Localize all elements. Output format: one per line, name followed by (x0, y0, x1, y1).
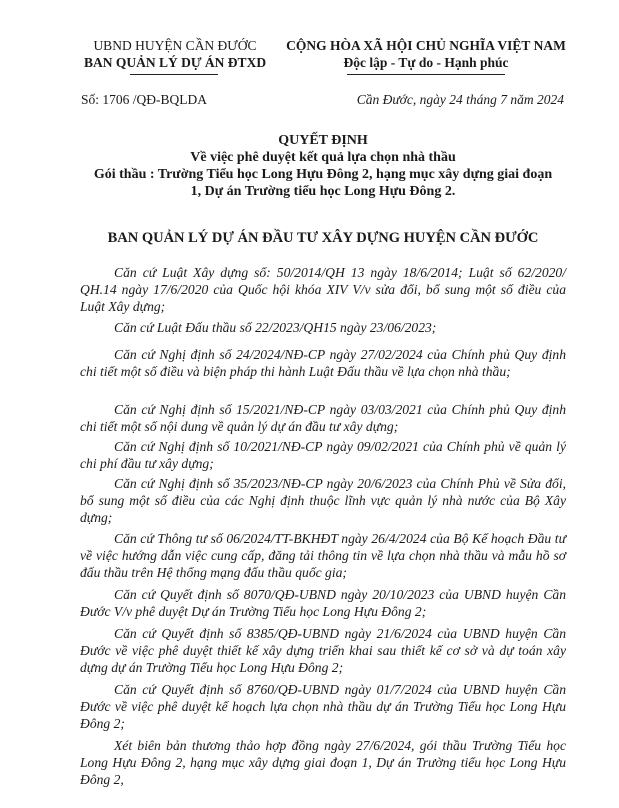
decision-subject-line-2: Gói thầu : Trường Tiểu học Long Hựu Đông 2, hạng mục xây dựng giai đoạn (93, 167, 553, 182)
legal-basis-8: Căn cứ Quyết định số 8070/QĐ-UBND ngày 20/10/2023 của UBND huyện Cần Đước V/v phê duyệt Dự án Trường Tiểu học Long Hựu Đông 2; (80, 587, 566, 619)
legal-basis-9: Căn cứ Quyết định số 8385/QĐ-UBND ngày 21/6/2024 của UBND huyện Cần Đước về việc phê duyệt thiết kế xây dựng triển khai sau thiết kế cơ sở và dự toán xây dựng dự án Trường Tiểu học Long Hựu Đông 2; (80, 626, 566, 675)
consideration-clause: Xét biên bản thương thảo hợp đồng ngày 27/6/2024, gói thầu Trường Tiểu học Long Hựu Đông 2, hạng mục xây dựng giai đoạn 1, Dự án Trường tiểu học Long Hựu Đông 2, (80, 738, 566, 787)
agency-line-2: BAN QUẢN LÝ DỰ ÁN ĐTXD (83, 55, 267, 70)
agency-line-1: UBND HUYỆN CẦN ĐƯỚC (93, 38, 257, 53)
document-number: Số: 1706 /QĐ-BQLDA (81, 92, 208, 107)
legal-basis-6: Căn cứ Nghị định số 35/2023/NĐ-CP ngày 20/6/2023 của Chính Phủ về Sửa đổi, bổ sung một số điều của các Nghị định thuộc lĩnh vực quản lý nhà nước của Bộ Xây dựng; (80, 476, 566, 525)
legal-basis-7: Căn cứ Thông tư số 06/2024/TT-BKHĐT ngày 26/4/2024 của Bộ Kế hoạch Đầu tư về việc hướng dẫn việc cung cấp, đăng tải thông tin về lựa chọn nhà thầu và mẫu hồ sơ đấu thầu trên Hệ thống mạng đấu thầu quốc gia; (80, 531, 566, 580)
place-date: Cần Đước, ngày 24 tháng 7 năm 2024 (356, 92, 564, 107)
decision-subject-line-3: 1, Dự án Trường tiểu học Long Hựu Đông 2. (190, 184, 456, 199)
legal-basis-4: Căn cứ Nghị định số 15/2021/NĐ-CP ngày 03/03/2021 của Chính phủ Quy định chi tiết một số nội dung về quản lý dự án đầu tư xây dựng; (80, 402, 566, 434)
legal-basis-5: Căn cứ Nghị định số 10/2021/NĐ-CP ngày 09/02/2021 của Chính phủ về quản lý chi phí đầu tư xây dựng; (80, 439, 566, 471)
legal-basis-10: Căn cứ Quyết định số 8760/QĐ-UBND ngày 01/7/2024 của UBND huyện Cần Đước về việc phê duyệt kế hoạch lựa chọn nhà thầu dự án Trường Tiểu học Long Hựu Đông 2; (80, 682, 566, 731)
motto-underline (347, 74, 505, 75)
agency-underline (130, 74, 218, 75)
decision-title: QUYẾT ĐỊNH (278, 133, 368, 148)
nation-line-1: CỘNG HÒA XÃ HỘI CHỦ NGHĨA VIỆT NAM (286, 38, 566, 53)
decision-subject-line-1: Về việc phê duyệt kết quả lựa chọn nhà thầu (190, 150, 456, 165)
nation-line-2: Độc lập - Tự do - Hạnh phúc (343, 55, 509, 70)
legal-basis-3: Căn cứ Nghị định số 24/2024/NĐ-CP ngày 27/02/2024 của Chính phủ Quy định chi tiết một số điều và biện pháp thi hành Luật Đấu thầu về lựa chọn nhà thầu; (80, 347, 566, 379)
legal-basis-1: Căn cứ Luật Xây dựng số: 50/2014/QH 13 ngày 18/6/2014; Luật số 62/2020/ QH.14 ngày 17/6/2020 của Quốc hội khóa XIV V/v sửa đổi, bổ sung một số điều của Luật Xây dựng; (80, 265, 566, 314)
issuing-authority: BAN QUẢN LÝ DỰ ÁN ĐẦU TƯ XÂY DỰNG HUYỆN CẦN ĐƯỚC (107, 230, 539, 246)
legal-basis-2: Căn cứ Luật Đấu thầu số 22/2023/QH15 ngày 23/06/2023; (114, 320, 437, 335)
